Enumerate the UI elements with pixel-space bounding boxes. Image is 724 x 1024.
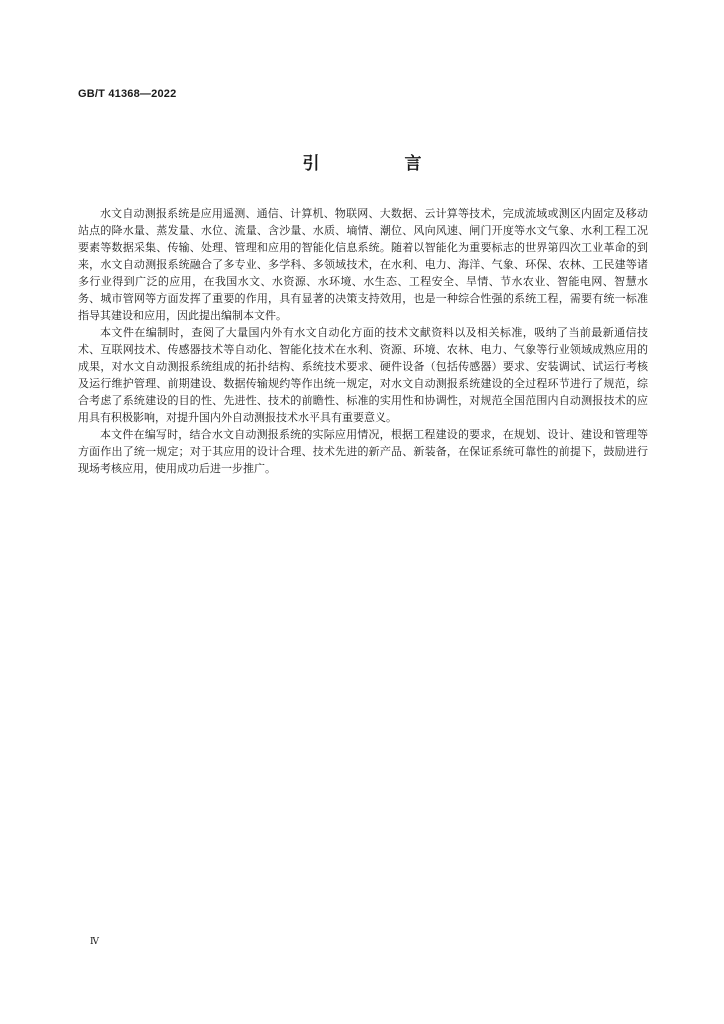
standard-code: GB/T 41368—2022	[78, 88, 177, 100]
paragraph-3: 本文件在编写时，结合水文自动测报系统的实际应用情况，根据工程建设的要求，在规划、设计、建设和管理等方面作出了统一规定；对于其应用的设计合理、技术先进的新产品、新装备，在保证系统可靠性的前提下，鼓励进行现场考核应用，使用成功后进一步推广。	[78, 428, 648, 475]
page-number: Ⅳ	[90, 937, 99, 947]
paragraph-1: 水文自动测报系统是应用遥测、通信、计算机、物联网、大数据、云计算等技术，完成流域或测区内固定及移动站点的降水量、蒸发量、水位、流量、含沙量、水质、墒情、潮位、风向风速、闸门开度等水文气象、水利工程工况要素等数据采集、传输、处理、管理和应用的智能化信息系统。随着以智能化为重要标志的世界第四次工业革命的到来，水文自动测报系统融合了多专业、多学科、多领域技术，在水利、电力、海洋、气象、环保、农林、工民建等诸多行业得到广泛的应用，在我国水文、水资源、水环境、水生态、工程安全、旱情、节水农业、智能电网、智慧水务、城市管网等方面发挥了重要的作用，具有显著的决策支持效用，也是一种综合性强的系统工程，需要有统一标准指导其建设和应用，因此提出编制本文件。	[78, 207, 648, 322]
page-title: 引 言	[302, 154, 456, 174]
paragraph-2: 本文件在编制时，查阅了大量国内外有水文自动化方面的技术文献资料以及相关标准，吸纳了当前最新通信技术、互联网技术、传感器技术等自动化、智能化技术在水利、资源、环境、农林、电力、气象等行业领域成熟应用的成果，对水文自动测报系统组成的拓扑结构、系统技术要求、硬件设备（包括传感器）要求、安装调试、试运行考核及运行维护管理、前期建设、数据传输规约等作出统一规定，对水文自动测报系统建设的全过程环节进行了规范，综合考虑了系统建设的目的性、先进性、技术的前瞻性、标准的实用性和协调性，对规范全国范围内自动测报技术的应用具有积极影响，对提升国内外自动测报技术水平具有重要意义。	[78, 326, 648, 424]
body-text	[78, 205, 648, 477]
